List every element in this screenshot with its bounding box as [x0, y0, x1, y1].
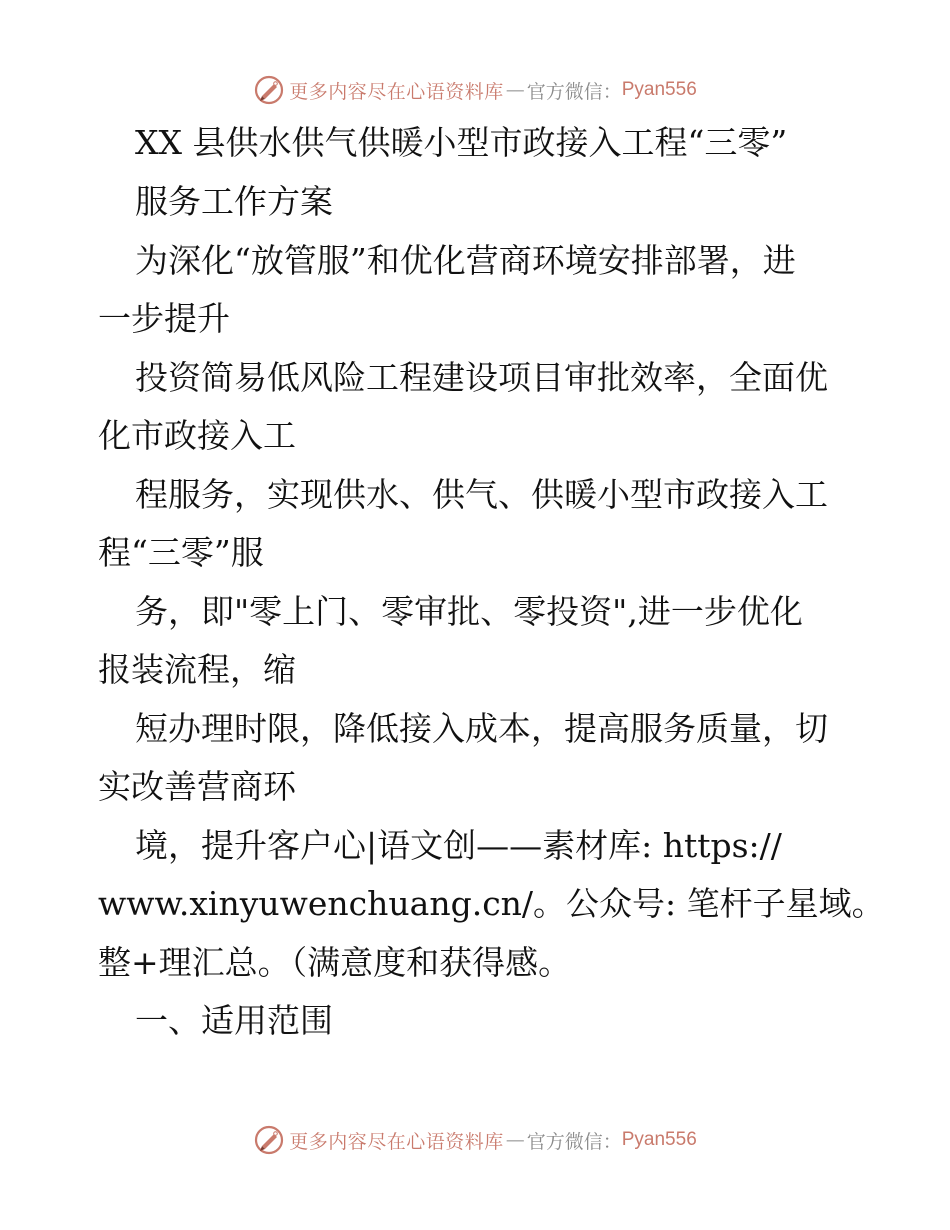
doc-text-line: www.xinyuwenchuang.cn/。公众号: 笔杆子星域。 — [98, 884, 885, 923]
doc-text-line: 程“三零”服 — [98, 533, 264, 572]
doc-text-line: 投资简易低风险工程建设项目审批效率，全面优 — [135, 358, 828, 397]
doc-text-line: 为深化“放管服”和优化营商环境安排部署，进 — [135, 241, 796, 280]
doc-title-line-2: 服务工作方案 — [135, 182, 333, 221]
pen-logo-icon — [253, 74, 285, 106]
doc-text-line: 短办理时限，降低接入成本，提高服务质量，切 — [135, 709, 828, 748]
watermark-wechat-label: 官方微信： — [526, 1130, 622, 1153]
doc-text-line: 程服务，实现供水、供气、供暖小型市政接入工 — [135, 475, 828, 514]
doc-text-line: 报装流程，缩 — [98, 650, 296, 689]
doc-text-line: 境，提升客户心|语文创——素材库: https:// — [135, 826, 782, 865]
watermark-wechat-id: Pyan556 — [621, 1129, 697, 1150]
doc-text-line: 务，即"零上门、零审批、零投资",进一步优化 — [135, 592, 803, 631]
watermark-wechat-label: 官方微信： — [526, 80, 622, 103]
pen-logo-icon — [253, 1124, 285, 1156]
footer-watermark — [0, 1120, 950, 1160]
watermark-wechat-id: Pyan556 — [621, 79, 697, 100]
doc-text-line: 实改善营商环 — [98, 767, 296, 806]
header-watermark — [0, 70, 950, 110]
doc-text-line: 化市政接入工 — [98, 416, 296, 455]
doc-title-line-1: XX 县供水供气供暖小型市政接入工程“三零” — [135, 123, 788, 162]
section-heading: 一、适用范围 — [135, 1001, 333, 1040]
doc-text-line: 整+理汇总。（满意度和获得感。 — [98, 943, 572, 982]
watermark-text: 更多内容尽在心语资料库 — [289, 80, 504, 103]
watermark-separator: — — [505, 1129, 525, 1151]
watermark-text: 更多内容尽在心语资料库 — [289, 1130, 504, 1153]
doc-text-line: 一步提升 — [98, 299, 230, 338]
watermark-separator: — — [505, 79, 525, 101]
